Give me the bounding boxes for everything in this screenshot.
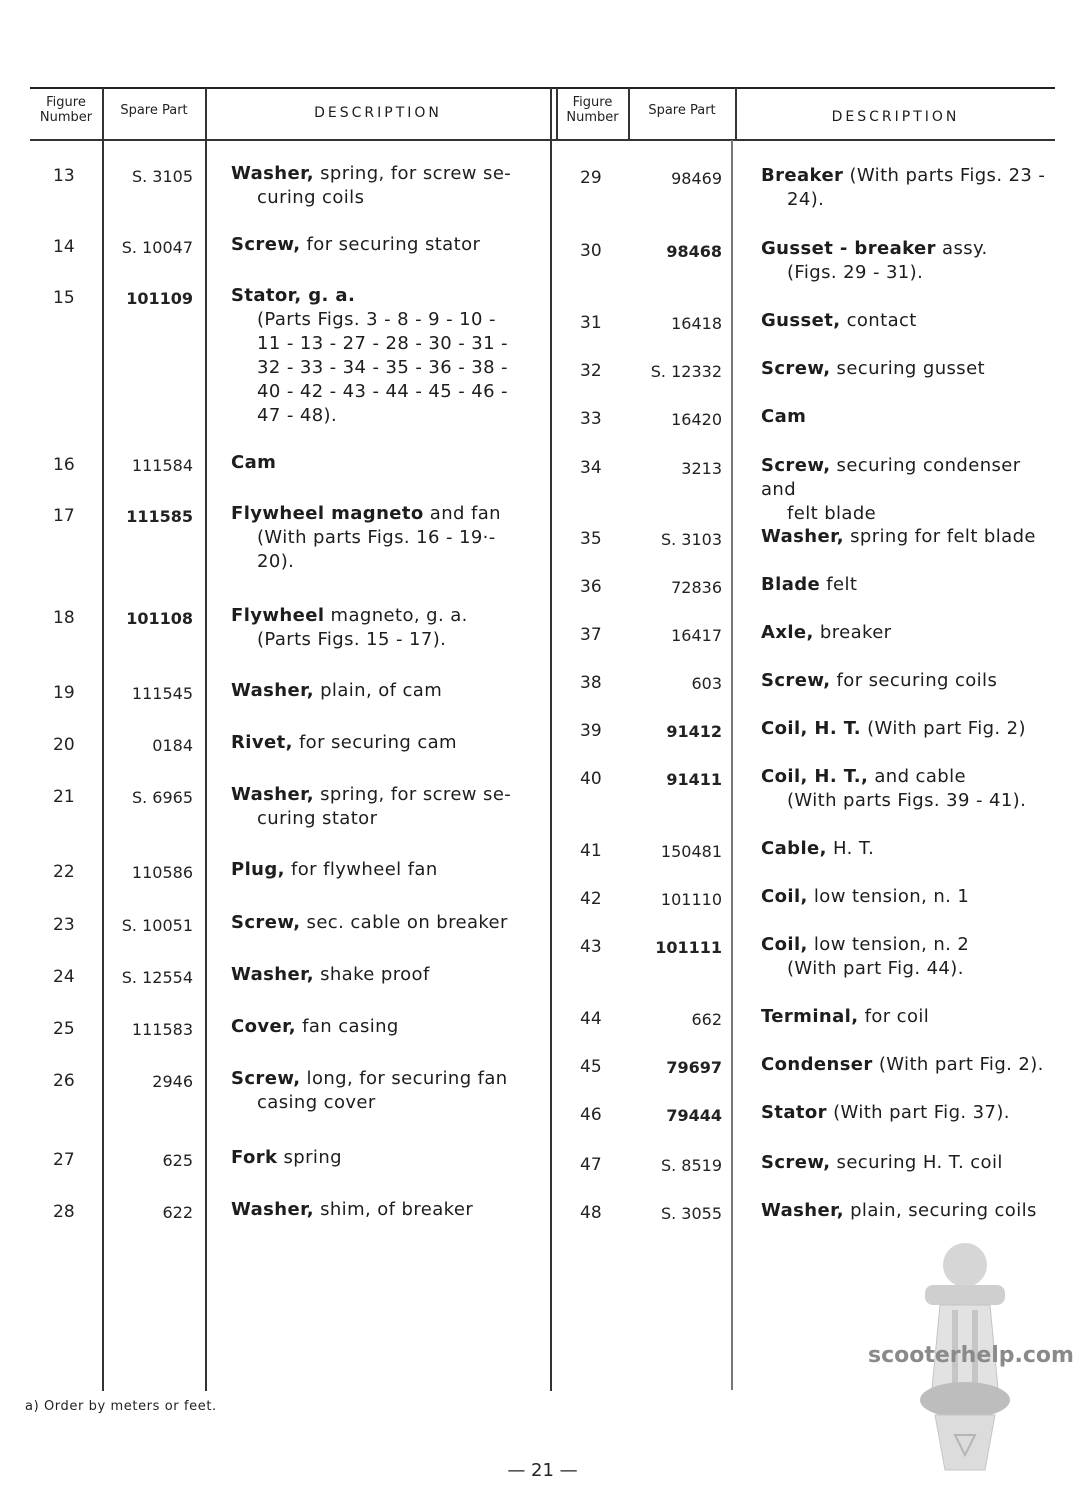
description-line <box>761 310 917 331</box>
figure-number: 26 <box>53 1071 75 1091</box>
description-continuation: 20). <box>257 551 295 572</box>
description-continuation: (Parts Figs. 15 - 17). <box>257 629 447 650</box>
description-line <box>231 1199 473 1220</box>
description <box>761 573 1061 597</box>
description <box>231 1198 549 1222</box>
description-text: shim, of breaker <box>313 1199 474 1220</box>
description-keyword: Screw, <box>761 670 831 691</box>
description-line <box>231 1016 399 1037</box>
header-rule <box>30 139 1055 141</box>
description-line <box>231 452 276 473</box>
spare-part-number: 111583 <box>131 1020 193 1039</box>
figure-number: 34 <box>580 458 602 478</box>
spare-part-number: S. 8519 <box>660 1156 722 1175</box>
description-keyword: Screw, <box>231 1068 301 1089</box>
description <box>231 1067 549 1115</box>
description-continuation: 11 - 13 - 27 - 28 - 30 - 31 - <box>257 333 508 354</box>
figure-number: 40 <box>580 769 602 789</box>
description-line <box>761 1006 929 1027</box>
description-text: felt <box>820 574 858 595</box>
description <box>761 765 1061 813</box>
description-text: securing H. T. coil <box>830 1152 1003 1173</box>
spare-part-number: 101110 <box>660 890 722 909</box>
description-text: for securing coils <box>830 670 998 691</box>
description-keyword: Gusset, <box>761 310 841 331</box>
description <box>231 911 549 935</box>
spare-part-number: 98469 <box>671 169 722 188</box>
spare-part-number: 101109 <box>126 289 193 308</box>
spare-part-number: S. 10051 <box>121 916 193 935</box>
column-divider <box>102 88 104 1391</box>
spare-part-number: 79444 <box>666 1106 722 1125</box>
description-keyword: Washer, <box>231 784 314 805</box>
spare-part-number: 98468 <box>666 242 722 261</box>
description-keyword: Screw, <box>231 912 301 933</box>
description-text: (With part Fig. 2) <box>860 718 1026 739</box>
description <box>761 1101 1061 1125</box>
description-continuation: casing cover <box>257 1092 376 1113</box>
description <box>231 1015 549 1039</box>
header-figure-number: Figure Number <box>566 95 619 125</box>
description-text: spring for felt blade <box>843 526 1036 547</box>
description <box>231 731 549 755</box>
description-text: long, for securing fan <box>300 1068 508 1089</box>
figure-number: 47 <box>580 1155 602 1175</box>
spare-part-number: 2946 <box>152 1072 193 1091</box>
description-continuation: (With part Fig. 44). <box>787 958 964 979</box>
watermark-text: scooterhelp.com <box>868 1343 1074 1368</box>
description-keyword: Coil, H. T. <box>761 718 861 739</box>
description-line <box>761 238 988 259</box>
description-text: shake proof <box>313 964 430 985</box>
figure-number: 18 <box>53 608 75 628</box>
figure-number: 21 <box>53 787 75 807</box>
description-keyword: Washer, <box>231 680 314 701</box>
description-keyword: Coil, H. T., <box>761 766 869 787</box>
description-text: for coil <box>858 1006 930 1027</box>
description-text: breaker <box>813 622 892 643</box>
figure-number: 30 <box>580 241 602 261</box>
figure-number: 29 <box>580 168 602 188</box>
figure-number: 15 <box>53 288 75 308</box>
spare-part-number: 101111 <box>655 938 722 957</box>
description-keyword: Washer, <box>231 163 314 184</box>
description <box>231 451 549 475</box>
figure-number: 25 <box>53 1019 75 1039</box>
spare-part-number: 111545 <box>131 684 193 703</box>
description-line <box>761 574 857 595</box>
spare-part-number: 91412 <box>666 722 722 741</box>
figure-number: 45 <box>580 1057 602 1077</box>
description <box>231 858 549 882</box>
description-text: low tension, n. 1 <box>807 886 970 907</box>
description-keyword: Coil, <box>761 934 808 955</box>
figure-number: 31 <box>580 313 602 333</box>
description-keyword: Blade <box>761 574 821 595</box>
description <box>761 237 1061 285</box>
description-continuation: (Figs. 29 - 31). <box>787 262 924 283</box>
description-text: magneto, g. a. <box>324 605 468 626</box>
description-keyword: Plug, <box>231 859 285 880</box>
description-text: plain, securing coils <box>843 1200 1037 1221</box>
description-line <box>231 605 468 626</box>
spare-part-number: 16418 <box>671 314 722 333</box>
description <box>761 1053 1061 1077</box>
description-keyword: Screw, <box>231 234 301 255</box>
figure-number: 48 <box>580 1203 602 1223</box>
spare-part-number: S. 10047 <box>121 238 193 257</box>
description-text: spring <box>277 1147 342 1168</box>
spare-part-number: 622 <box>162 1203 193 1222</box>
header-figure-number: Figure Number <box>39 95 93 125</box>
description-line <box>761 406 806 427</box>
description-keyword: Cable, <box>761 838 827 859</box>
figure-number: 46 <box>580 1105 602 1125</box>
description-continuation: 47 - 48). <box>257 405 338 426</box>
description-continuation: curing coils <box>257 187 365 208</box>
figure-number: 43 <box>580 937 602 957</box>
spare-part-number: 3213 <box>681 459 722 478</box>
description-line <box>231 234 480 255</box>
description-text: plain, of cam <box>313 680 443 701</box>
description-text: securing condenser and <box>761 455 1021 500</box>
spare-part-number: 111585 <box>126 507 193 526</box>
description-keyword: Stator <box>761 1102 827 1123</box>
spare-part-number: 603 <box>691 674 722 693</box>
description-keyword: Rivet, <box>231 732 293 753</box>
footnote: a) Order by meters or feet. <box>25 1399 217 1414</box>
description-text: (With part Fig. 2). <box>872 1054 1044 1075</box>
page-number: — 21 — <box>507 1460 578 1481</box>
description-keyword: Stator, g. a. <box>231 285 356 306</box>
description-keyword: Washer, <box>231 964 314 985</box>
description-text: spring, for screw se- <box>313 163 512 184</box>
description-keyword: Gusset - breaker <box>761 238 936 259</box>
description-text: for securing cam <box>292 732 457 753</box>
description-continuation: felt blade <box>787 503 877 524</box>
figure-number: 38 <box>580 673 602 693</box>
description-line <box>231 859 438 880</box>
header-description: DESCRIPTION <box>314 105 442 121</box>
description-line <box>761 670 997 691</box>
figure-number: 27 <box>53 1150 75 1170</box>
description <box>761 837 1061 861</box>
description-text: and fan <box>423 503 501 524</box>
figure-number: 24 <box>53 967 75 987</box>
description-continuation: 24). <box>787 189 825 210</box>
description <box>761 1005 1061 1029</box>
description <box>231 233 549 257</box>
column-divider <box>205 88 207 1391</box>
description-keyword: Cover, <box>231 1016 296 1037</box>
description-text: securing gusset <box>830 358 985 379</box>
spare-part-number: S. 3103 <box>660 530 722 549</box>
description-keyword: Screw, <box>761 455 831 476</box>
description <box>231 604 549 652</box>
description-continuation: (With parts Figs. 39 - 41). <box>787 790 1027 811</box>
spare-part-number: 79697 <box>666 1058 722 1077</box>
description-line <box>231 1147 342 1168</box>
description <box>761 1199 1061 1223</box>
figure-number: 42 <box>580 889 602 909</box>
description <box>761 669 1061 693</box>
description-continuation: 32 - 33 - 34 - 35 - 36 - 38 - <box>257 357 508 378</box>
figure-number: 39 <box>580 721 602 741</box>
spare-part-number: 0184 <box>152 736 193 755</box>
description-keyword: Fork <box>231 1147 278 1168</box>
description-keyword: Screw, <box>761 358 831 379</box>
description-keyword: Cam <box>231 452 277 473</box>
spare-part-number: 662 <box>691 1010 722 1029</box>
description-keyword: Breaker <box>761 165 844 186</box>
description-line <box>231 784 511 805</box>
description <box>231 1146 549 1170</box>
description-line <box>761 934 969 955</box>
spare-part-number: 91411 <box>666 770 722 789</box>
column-divider <box>550 88 552 1391</box>
description-text: (With part Fig. 37). <box>826 1102 1010 1123</box>
description-text: and cable <box>868 766 966 787</box>
description-text: sec. cable on breaker <box>300 912 508 933</box>
description <box>761 454 1061 526</box>
description-line <box>761 1102 1010 1123</box>
figure-number: 23 <box>53 915 75 935</box>
description-continuation: (Parts Figs. 3 - 8 - 9 - 10 - <box>257 309 496 330</box>
description <box>761 309 1061 333</box>
description-line <box>231 732 457 753</box>
description-line <box>761 1054 1044 1075</box>
spare-part-number: S. 6965 <box>131 788 193 807</box>
description-line <box>231 1068 508 1089</box>
description-line <box>231 503 501 524</box>
description-line <box>761 766 966 787</box>
description-keyword: Flywheel <box>231 605 325 626</box>
description-keyword: Cam <box>761 406 807 427</box>
description <box>231 783 549 831</box>
spare-part-number: S. 12554 <box>121 968 193 987</box>
description-text: H. T. <box>826 838 875 859</box>
description-line <box>231 285 355 306</box>
description <box>761 717 1061 741</box>
spare-part-number: 72836 <box>671 578 722 597</box>
description <box>231 679 549 703</box>
spare-part-number: 16417 <box>671 626 722 645</box>
spare-part-number: 101108 <box>126 609 193 628</box>
description-text: contact <box>840 310 917 331</box>
description <box>761 885 1061 909</box>
figure-number: 35 <box>580 529 602 549</box>
description-text: spring, for screw se- <box>313 784 512 805</box>
description-continuation: 40 - 42 - 43 - 44 - 45 - 46 - <box>257 381 508 402</box>
spare-part-number: 111584 <box>131 456 193 475</box>
description-line <box>761 838 874 859</box>
figure-number: 20 <box>53 735 75 755</box>
description-keyword: Condenser <box>761 1054 873 1075</box>
description <box>761 405 1061 429</box>
spare-part-number: 150481 <box>660 842 722 861</box>
description-text: assy. <box>935 238 988 259</box>
figure-number: 28 <box>53 1202 75 1222</box>
spare-part-number: S. 3105 <box>131 167 193 186</box>
header-spare-part: Spare Part <box>648 103 716 118</box>
column-divider <box>731 140 733 1390</box>
description-text: for securing stator <box>300 234 481 255</box>
description-keyword: Washer, <box>231 1199 314 1220</box>
description <box>761 621 1061 645</box>
description-line <box>761 1152 1003 1173</box>
description <box>761 357 1061 381</box>
description-keyword: Axle, <box>761 622 814 643</box>
description <box>761 525 1061 549</box>
description <box>761 164 1061 212</box>
description-line <box>761 526 1036 547</box>
description <box>231 162 549 210</box>
description <box>761 933 1061 981</box>
description-line <box>761 358 985 379</box>
description-continuation: (With parts Figs. 16 - 19·- <box>257 527 496 548</box>
description-line <box>231 680 442 701</box>
figure-number: 33 <box>580 409 602 429</box>
description-line <box>761 165 1045 186</box>
figure-number: 44 <box>580 1009 602 1029</box>
description-line <box>761 622 891 643</box>
description-line <box>761 1200 1037 1221</box>
description-keyword: Terminal, <box>761 1006 859 1027</box>
description-line <box>231 964 430 985</box>
description-line <box>231 163 511 184</box>
description <box>231 963 549 987</box>
description-line <box>761 455 1021 500</box>
figure-number: 36 <box>580 577 602 597</box>
spare-part-number: 110586 <box>131 863 193 882</box>
description-text: fan casing <box>296 1016 399 1037</box>
spare-part-number: 625 <box>162 1151 193 1170</box>
description <box>231 284 549 428</box>
description-text: for flywheel fan <box>284 859 438 880</box>
figure-number: 22 <box>53 862 75 882</box>
description-keyword: Screw, <box>761 1152 831 1173</box>
description-text: low tension, n. 2 <box>807 934 970 955</box>
header-description: DESCRIPTION <box>831 109 960 125</box>
description <box>761 1151 1061 1175</box>
spare-part-number: S. 12332 <box>650 362 722 381</box>
description-keyword: Washer, <box>761 526 844 547</box>
figure-number: 14 <box>53 237 75 257</box>
description <box>231 502 549 574</box>
figure-number: 41 <box>580 841 602 861</box>
spare-part-number: 16420 <box>671 410 722 429</box>
description-line <box>761 886 969 907</box>
table-top-rule <box>30 87 1055 89</box>
header-spare-part: Spare Part <box>120 103 188 118</box>
description-line <box>761 718 1026 739</box>
figure-number: 32 <box>580 361 602 381</box>
description-keyword: Washer, <box>761 1200 844 1221</box>
description-keyword: Coil, <box>761 886 808 907</box>
figure-number: 13 <box>53 166 75 186</box>
figure-number: 37 <box>580 625 602 645</box>
figure-number: 17 <box>53 506 75 526</box>
description-continuation: curing stator <box>257 808 378 829</box>
spare-part-number: S. 3055 <box>660 1204 722 1223</box>
figure-number: 16 <box>53 455 75 475</box>
description-line <box>231 912 508 933</box>
description-keyword: Flywheel magneto <box>231 503 424 524</box>
figure-number: 19 <box>53 683 75 703</box>
description-text: (With parts Figs. 23 - <box>843 165 1046 186</box>
